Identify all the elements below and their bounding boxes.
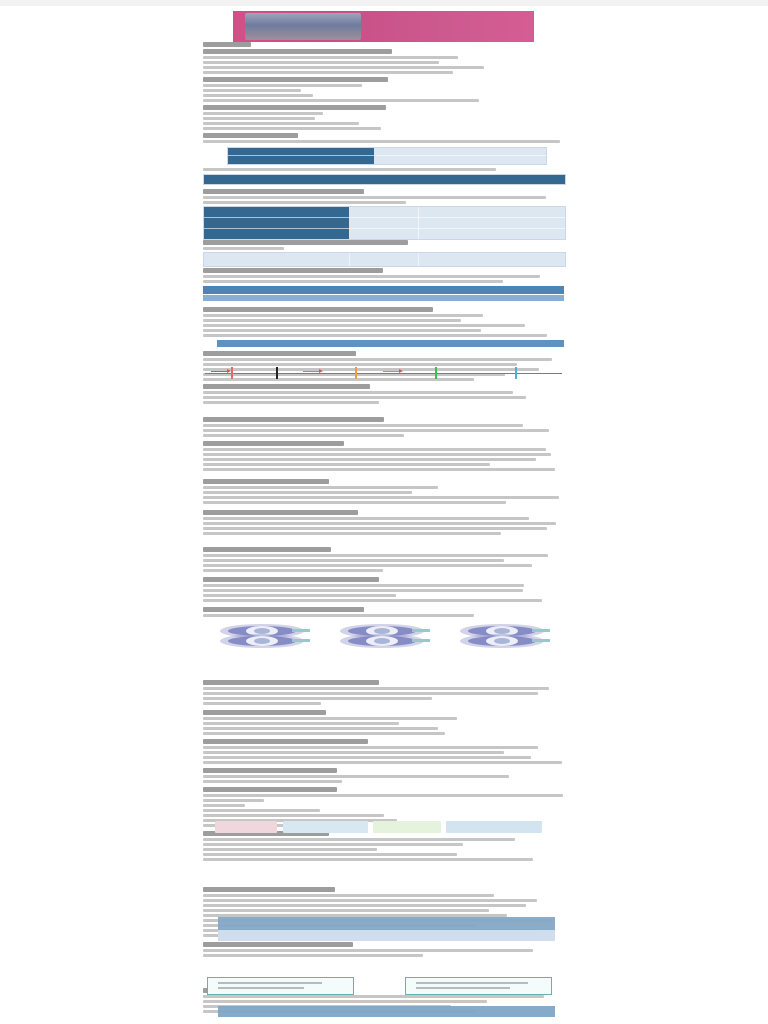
table-separator — [418, 207, 419, 239]
text-line — [203, 794, 563, 797]
text-line — [203, 401, 379, 404]
text-line — [203, 501, 506, 504]
table-column — [228, 148, 374, 164]
text-line — [203, 84, 362, 87]
text-line — [203, 761, 562, 764]
section-heading-17 — [203, 577, 379, 582]
text-line — [203, 140, 560, 143]
text-line — [203, 589, 523, 592]
table-row-line — [204, 217, 565, 218]
text-line — [203, 838, 515, 841]
text-line — [203, 858, 533, 861]
section-heading-15 — [203, 510, 358, 515]
number-line-diagram — [205, 366, 562, 380]
text-line — [203, 429, 549, 432]
text-line — [203, 722, 399, 725]
text-line — [203, 995, 544, 998]
text-line — [203, 522, 556, 525]
text-line — [203, 329, 481, 332]
text-line — [203, 127, 381, 130]
text-line — [203, 61, 439, 64]
text-line — [203, 894, 494, 897]
table-separator — [418, 253, 419, 266]
text-line — [203, 453, 551, 456]
section-heading-18 — [203, 607, 364, 612]
text-line — [203, 717, 457, 720]
text-line — [203, 71, 453, 74]
text-line — [203, 727, 438, 730]
table-separator — [349, 253, 350, 266]
diagram-row-2 — [205, 629, 562, 665]
text-line — [203, 809, 320, 812]
blue-band — [203, 286, 564, 294]
diagram-block — [215, 821, 277, 833]
text-line — [416, 982, 528, 984]
text-line — [203, 117, 315, 120]
hero-image — [245, 13, 361, 40]
text-line — [203, 314, 483, 317]
arrow-mark — [211, 371, 229, 372]
text-line — [203, 564, 532, 567]
section-heading-22 — [203, 768, 337, 773]
text-line — [203, 702, 321, 705]
text-line — [203, 201, 406, 204]
text-line — [203, 804, 245, 807]
section-heading-16 — [203, 547, 331, 552]
info-box-right — [405, 977, 552, 995]
text-line — [203, 687, 549, 690]
blue-band — [217, 340, 564, 347]
blue-table-bottom-1 — [218, 917, 555, 930]
text-line — [203, 486, 438, 489]
text-line — [203, 468, 555, 471]
section-heading-14 — [203, 479, 329, 484]
text-line — [203, 756, 531, 759]
text-line — [203, 584, 524, 587]
text-line — [203, 697, 432, 700]
section-heading-7 — [203, 240, 408, 245]
top-right-meta — [455, 1, 565, 9]
diagram-block — [283, 821, 368, 833]
text-line — [203, 66, 484, 69]
section-heading-13 — [203, 441, 344, 446]
text-line — [203, 280, 503, 283]
text-line — [203, 424, 523, 427]
text-line — [203, 899, 537, 902]
diagram-block — [373, 821, 441, 833]
text-line — [203, 89, 301, 92]
hero-banner — [233, 11, 534, 42]
text-line — [203, 904, 526, 907]
text-line — [203, 463, 490, 466]
section-heading-3 — [203, 77, 388, 82]
text-line — [203, 434, 404, 437]
text-line — [203, 324, 525, 327]
section-heading-11 — [203, 384, 370, 389]
section-heading-23 — [203, 787, 337, 792]
text-line — [218, 987, 304, 989]
text-line — [203, 569, 383, 572]
text-line — [203, 599, 542, 602]
text-line — [203, 814, 384, 817]
arrow-mark — [303, 371, 321, 372]
text-line — [203, 954, 423, 957]
section-heading-8 — [203, 268, 383, 273]
tick-mark — [435, 367, 437, 379]
text-line — [203, 334, 547, 337]
text-line — [203, 94, 313, 97]
text-line — [203, 775, 509, 778]
text-line — [203, 746, 538, 749]
section-heading-5 — [203, 133, 298, 138]
text-line — [203, 532, 501, 535]
tick-mark — [515, 367, 517, 379]
tick-mark — [231, 367, 233, 379]
diagram-figure — [447, 629, 557, 653]
text-line — [203, 391, 513, 394]
diagram-figure — [327, 629, 437, 653]
text-line — [203, 122, 359, 125]
section-heading-25 — [203, 887, 335, 892]
text-line — [203, 780, 342, 783]
blue-table-2 — [203, 174, 566, 185]
text-line — [203, 1000, 487, 1003]
text-line — [203, 56, 458, 59]
text-line — [203, 527, 547, 530]
text-line — [203, 496, 559, 499]
text-line — [203, 319, 461, 322]
table-column — [349, 207, 565, 239]
blue-band-light — [203, 295, 564, 301]
table-row — [204, 253, 565, 266]
text-line — [203, 247, 284, 250]
section-heading-1 — [203, 42, 251, 47]
blue-table-4 — [203, 252, 566, 267]
text-line — [203, 799, 264, 802]
text-line — [203, 517, 529, 520]
text-line — [203, 275, 540, 278]
text-line — [203, 559, 504, 562]
text-line — [203, 751, 504, 754]
diagram-strip — [205, 818, 560, 836]
document-content — [203, 42, 566, 1018]
text-line — [203, 949, 533, 952]
section-heading-10 — [203, 351, 356, 356]
text-line — [203, 458, 536, 461]
text-line — [203, 848, 377, 851]
text-line — [203, 692, 538, 695]
blue-table-1 — [227, 147, 547, 165]
blue-table-3 — [203, 206, 566, 240]
text-line — [203, 853, 457, 856]
tick-mark — [355, 367, 357, 379]
text-line — [203, 448, 546, 451]
table-column — [374, 148, 546, 164]
text-line — [203, 594, 396, 597]
table-row-line — [228, 155, 546, 156]
table-column — [204, 207, 349, 239]
text-line — [203, 732, 445, 735]
table-row-line — [204, 228, 565, 229]
text-line — [203, 909, 489, 912]
text-line — [203, 396, 526, 399]
blue-table-footer — [218, 1006, 555, 1017]
text-line — [203, 843, 463, 846]
section-heading-2 — [203, 49, 392, 54]
arrow-mark — [383, 371, 401, 372]
section-heading-20 — [203, 710, 326, 715]
blue-table-bottom-2 — [218, 930, 555, 941]
section-heading-19 — [203, 680, 379, 685]
tick-mark — [276, 367, 278, 379]
info-box-left — [207, 977, 354, 995]
table-header — [204, 175, 565, 184]
text-line — [416, 987, 510, 989]
text-line — [203, 196, 546, 199]
section-heading-26 — [203, 942, 353, 947]
text-line — [203, 112, 323, 115]
axis-line — [205, 373, 562, 374]
diagram-figure — [207, 629, 317, 653]
section-heading-9 — [203, 307, 433, 312]
text-line — [203, 554, 548, 557]
text-line — [218, 982, 322, 984]
diagram-block — [446, 821, 542, 833]
text-line — [203, 168, 496, 171]
section-heading-21 — [203, 739, 368, 744]
section-heading-4 — [203, 105, 386, 110]
text-line — [203, 491, 412, 494]
hero-title — [371, 19, 521, 31]
text-line — [203, 99, 479, 102]
section-heading-6 — [203, 189, 364, 194]
section-heading-12 — [203, 417, 384, 422]
text-line — [203, 358, 552, 361]
